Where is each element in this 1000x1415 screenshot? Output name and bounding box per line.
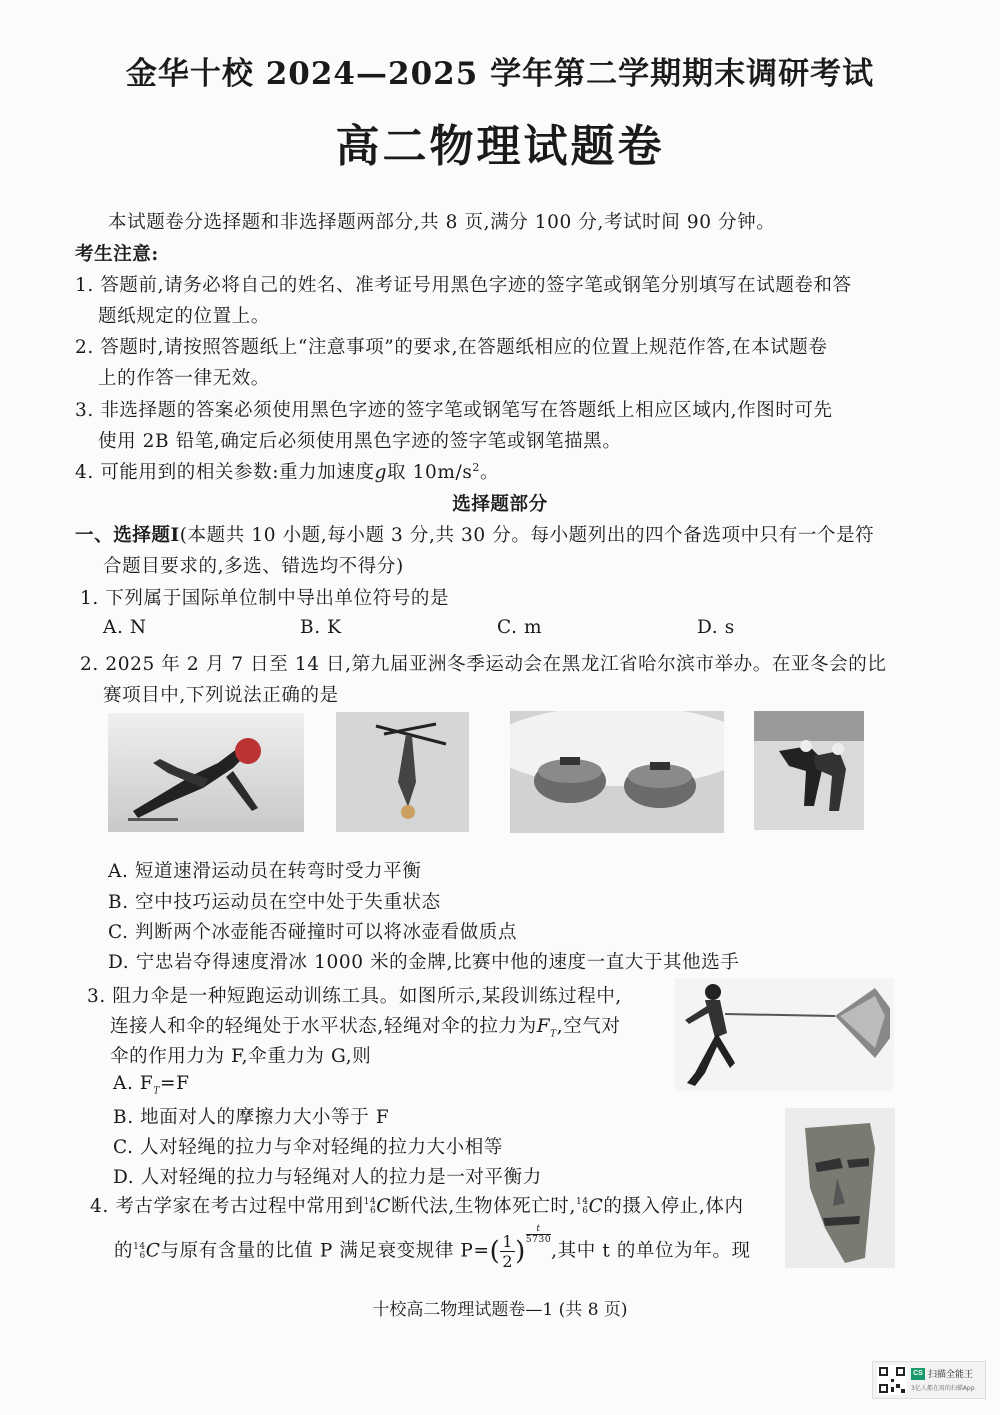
watermark-sub: 3亿人都在用的扫描App — [911, 1385, 975, 1392]
q3-option-c: C. 人对轻绳的拉力与伞对轻绳的拉力大小相等 — [113, 1137, 503, 1158]
speed-skating-race-photo — [754, 711, 864, 830]
scanner-watermark — [872, 1361, 986, 1399]
q3-option-a: A. $F_T=F$ — [113, 1073, 190, 1097]
notice-line-4: 4. 可能用到的相关参数:重力加速度g取 $10m/s^2$。 — [75, 460, 500, 483]
q4-stem: 的14 6C与原有含量的比值 P 满足衰变规律 P=( $\frac{1}{2}$ ) $\frac{t}{5730}$ ,其中 t 的单位为年。现 — [114, 1224, 751, 1271]
intro-text: 本试题卷分选择题和非选择题两部分,共 8 页,满分 100 分,考试时间 90 分钟。 — [108, 212, 776, 233]
q1-stem: 1. 下列属于国际单位制中导出单位符号的是 — [80, 588, 450, 609]
q3-stem: 伞的作用力为 F,伞重力为 G,则 — [110, 1046, 372, 1067]
q1-option-d: D. s — [697, 617, 735, 638]
q2-option-b: B. 空中技巧运动员在空中处于失重状态 — [108, 892, 441, 913]
notice-line: 2. 答题时,请按照答题纸上“注意事项”的要求,在答题纸相应的位置上规范作答,在本试题卷 — [75, 337, 828, 358]
qr-code-icon — [877, 1365, 907, 1395]
section-heading: 选择题部分 — [452, 494, 548, 515]
notice-line: 题纸规定的位置上。 — [98, 306, 270, 327]
watermark-label: 扫描全能王 — [928, 1370, 974, 1380]
q2-option-a: A. 短道速滑运动员在转弯时受力平衡 — [108, 861, 422, 882]
q2-stem: 2. 2025 年 2 月 7 日至 14 日,第九届亚洲冬季运动会在黑龙江省哈尔滨市举办。在亚冬会的比 — [80, 654, 887, 675]
q3-option-b: B. 地面对人的摩擦力大小等于 F — [113, 1107, 390, 1128]
exam-subtitle: 高二物理试题卷 — [335, 121, 665, 172]
page-footer: 十校高二物理试题卷—1 (共 8 页) — [372, 1300, 628, 1320]
notice-line: 使用 2B 铅笔,确定后必须使用黑色字迹的签字笔或钢笔描黑。 — [98, 431, 622, 452]
notice-heading: 考生注意: — [75, 244, 159, 265]
curling-stones-photo — [510, 711, 724, 833]
q1-option-b: B. K — [300, 617, 342, 638]
speed-skater-photo — [108, 713, 304, 832]
q2-stem: 赛项目中,下列说法正确的是 — [103, 685, 339, 706]
q1-option-a: A. N — [103, 617, 147, 638]
q1-option-c: C. m — [497, 617, 543, 638]
q3-stem: 连接人和伞的轻绳处于水平状态,轻绳对伞的拉力为$F_T$,空气对 — [110, 1016, 621, 1040]
resistance-parachute-photo — [675, 978, 894, 1091]
bronze-mask-photo — [785, 1108, 895, 1268]
part-desc: 合题目要求的,多选、错选均不得分) — [103, 556, 404, 577]
q4-stem: 4. 考古学家在考古过程中常用到14 6C断代法,生物体死亡时,14 6C的摄入停止,体内 — [90, 1196, 744, 1217]
q2-option-d: D. 宁忠岩夺得速度滑冰 1000 米的金牌,比赛中他的速度一直大于其他选手 — [108, 952, 740, 973]
camscanner-logo-icon: CS — [911, 1368, 925, 1380]
notice-line: 3. 非选择题的答案必须使用黑色字迹的签字笔或钢笔写在答题纸上相应区域内,作图时可先 — [75, 400, 833, 421]
notice-line: 1. 答题前,请务必将自己的姓名、准考证号用黑色字迹的签字笔或钢笔分别填写在试题卷和答 — [75, 275, 852, 296]
exam-title: 金华十校 2024—2025 学年第二学期期末调研考试 — [125, 56, 875, 92]
q2-option-c: C. 判断两个冰壶能否碰撞时可以将冰壶看做质点 — [108, 922, 518, 943]
notice-line: 上的作答一律无效。 — [98, 368, 270, 389]
part-title: 一、选择题Ⅰ(本题共 10 小题,每小题 3 分,共 30 分。每小题列出的四个备选项中只有一个是符 — [75, 525, 875, 546]
q3-stem: 3. 阻力伞是一种短跑运动训练工具。如图所示,某段训练过程中, — [87, 986, 622, 1007]
aerials-skier-photo — [336, 712, 469, 832]
q3-option-d: D. 人对轻绳的拉力与轻绳对人的拉力是一对平衡力 — [113, 1167, 542, 1188]
